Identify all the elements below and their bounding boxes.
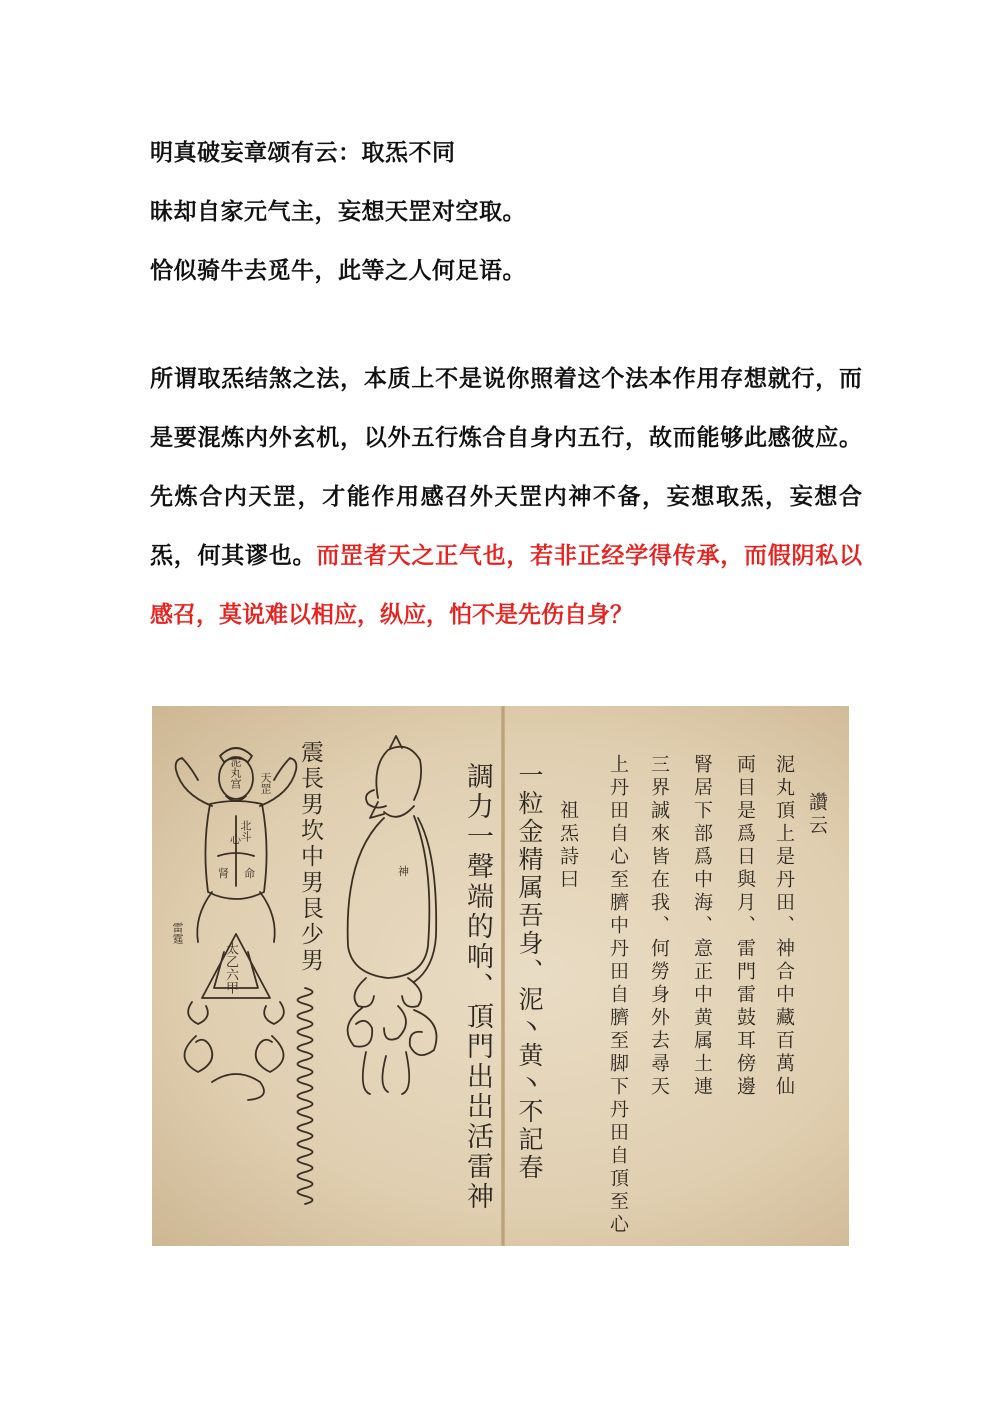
label-beidou: 北斗 (239, 820, 252, 842)
label-xin: 心 (230, 833, 241, 846)
verse-line-3: 恰似骑牛去觅牛，此等之人何足语。 (150, 258, 526, 284)
left-column-1: 祖炁詩曰 (557, 800, 579, 892)
paragraph-red-text: 而罡者天之正气也，若非正经学得传承，而假阴私以感召，莫说难以相应，纵应，怕不是先伤自身？ (150, 543, 863, 628)
paragraph-text: 所谓取炁结煞之法，本质上不是说你照着这个法本作用存想就行，而是要混炼内外玄机，以外五行炼合自身内五行，故而能够此感彼应。先炼合内天罡，才能作用感召外天罡内神不备，妄想取炁，妄想合炁，何其谬也。 (150, 366, 862, 569)
right-column-1: 泥丸頂上是丹田、神合中藏百萬仙 (773, 754, 795, 1099)
label-ming: 命 (244, 867, 255, 880)
label-leiting: 雷霆 (171, 922, 184, 944)
manuscript-image (152, 706, 849, 1246)
label-taiyi: 太乙六甲 (223, 942, 238, 994)
right-column-4: 三界誠來皆在我、何勞身外去尋天 (648, 754, 670, 1099)
label-shen-right: 神 (398, 865, 409, 878)
left-column-2: 一粒金精属吾身、泥丶黄丶不記春 (515, 762, 544, 1182)
label-niwan: 泥丸宫 (229, 756, 242, 789)
right-heading: 讚云 (806, 792, 828, 838)
left-column-3: 調力一聲端的响、頂門出岀活雷神 (462, 762, 493, 1212)
right-column-3: 腎居下部爲中海、意正中黄属土連 (691, 754, 713, 1099)
body-paragraph (150, 350, 862, 645)
right-column-5: 上丹田自心至臍中丹田自臍至脚下丹田自頂至心 (607, 754, 629, 1237)
verse-line-2: 昧却自家元气主，妄想天罡对空取。 (150, 199, 526, 225)
right-column-2: 両目是爲日與月、雷門雷鼓耳傍邊 (734, 754, 756, 1099)
label-tiangang: 天罡 (259, 772, 272, 794)
verse-line-1: 明真破妄章颂有云：取炁不同 (150, 140, 456, 166)
trigram-column: 震長男坎中男艮少男 (297, 740, 323, 974)
label-shen: 肾 (218, 867, 229, 880)
